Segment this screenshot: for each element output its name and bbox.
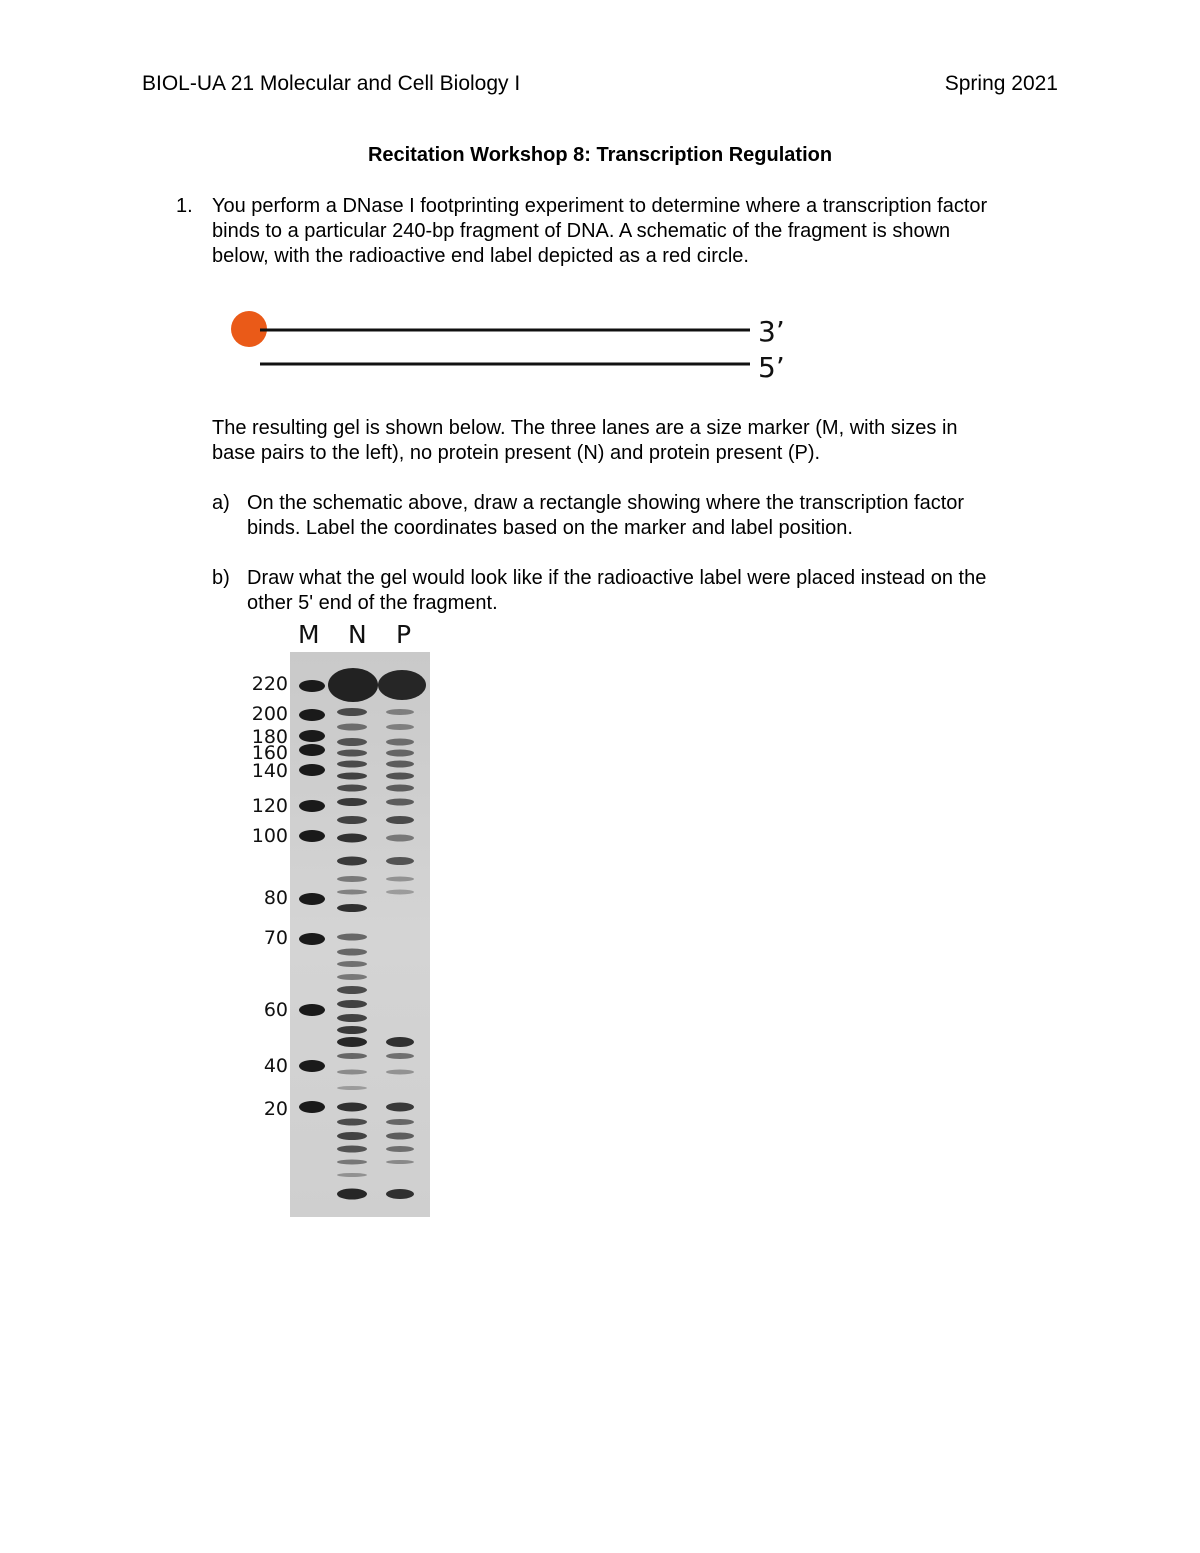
- marker-size-label: 80: [263, 887, 288, 909]
- page-title: Recitation Workshop 8: Transcription Regulation: [367, 144, 833, 166]
- lane-label-protein: P: [396, 620, 412, 649]
- footprinting-gel: [290, 652, 430, 1217]
- lane-n-band: [337, 1070, 367, 1075]
- marker-size-label: 40: [263, 1055, 288, 1077]
- marker-band: [299, 680, 325, 692]
- marker-size-label: 180: [251, 726, 288, 748]
- lane-n-band: [337, 1037, 367, 1047]
- lane-n-band: [337, 1014, 367, 1022]
- part-a-line: On the schematic above, draw a rectangle showing where the transcription factor: [247, 492, 965, 514]
- well-band-n: [328, 668, 378, 702]
- lane-n-band: [337, 1119, 367, 1126]
- lane-n-band: [337, 904, 367, 912]
- lane-p-band: [386, 799, 414, 806]
- lane-n-band: [337, 890, 367, 895]
- lane-n-band: [337, 1173, 367, 1177]
- lane-n-band: [337, 1189, 367, 1200]
- lane-n-band: [337, 738, 367, 746]
- lane-p-band: [386, 785, 414, 792]
- part-a-text: [247, 491, 1077, 541]
- lane-p-band: [386, 857, 414, 865]
- well-band-p: [378, 670, 426, 700]
- marker-band: [299, 800, 325, 812]
- marker-size-label: 220: [251, 673, 288, 695]
- lane-p-band: [386, 750, 414, 757]
- lane-p-band: [386, 1133, 414, 1140]
- course-header: BIOL-UA 21 Molecular and Cell Biology I: [142, 72, 521, 95]
- lane-n-band: [337, 834, 367, 843]
- marker-size-label: 200: [251, 703, 288, 725]
- question-text: [212, 194, 1072, 269]
- lane-p-band: [386, 724, 414, 730]
- lane-n-band: [337, 949, 367, 956]
- lane-n-band: [337, 1026, 367, 1034]
- lane-p-band: [386, 1103, 414, 1112]
- lane-p-band: [386, 1070, 414, 1075]
- lane-p-band: [386, 1160, 414, 1164]
- part-b-line: other 5' end of the fragment.: [247, 592, 498, 614]
- marker-band: [299, 744, 325, 756]
- part-b-text: [247, 566, 1077, 616]
- top-strand-end-label: 3’: [758, 315, 785, 348]
- lane-n-band: [337, 750, 367, 757]
- lane-n-band: [337, 1146, 367, 1153]
- lane-n-band: [337, 708, 367, 716]
- lane-p-band: [386, 1037, 414, 1047]
- marker-size-label: 100: [251, 825, 288, 847]
- lane-n-band: [337, 1000, 367, 1008]
- part-a-label: a): [212, 492, 230, 514]
- lane-p-band: [386, 709, 414, 715]
- marker-size-label: 70: [263, 927, 288, 949]
- lane-n-band: [337, 798, 367, 806]
- lane-n-band: [337, 773, 367, 780]
- lane-n-band: [337, 1103, 367, 1112]
- lane-n-band: [337, 1160, 367, 1165]
- question-line: binds to a particular 240-bp fragment of DNA. A schematic of the fragment is shown: [212, 220, 951, 242]
- lane-n-band: [337, 857, 367, 866]
- lane-n-band: [337, 974, 367, 980]
- question-number: 1.: [176, 195, 193, 217]
- question-line: You perform a DNase I footprinting experiment to determine where a transcription factor: [212, 195, 988, 217]
- lane-n-band: [337, 934, 367, 941]
- marker-band: [299, 830, 325, 842]
- lane-p-band: [386, 773, 414, 780]
- marker-band: [299, 1060, 325, 1072]
- lane-n-band: [337, 816, 367, 824]
- lane-n-band: [337, 986, 367, 994]
- marker-size-label: 120: [251, 795, 288, 817]
- gel-intro-text: [212, 416, 1072, 466]
- lane-n-band: [337, 1086, 367, 1090]
- lane-n-band: [337, 876, 367, 882]
- lane-label-no-protein: N: [348, 620, 367, 649]
- lane-n-band: [337, 1053, 367, 1059]
- lane-p-band: [386, 1119, 414, 1125]
- marker-size-label: 140: [251, 760, 288, 782]
- marker-band: [299, 893, 325, 905]
- lane-p-band: [386, 877, 414, 882]
- marker-band: [299, 764, 325, 776]
- part-a-line: binds. Label the coordinates based on the marker and label position.: [247, 517, 853, 539]
- marker-band: [299, 1004, 325, 1016]
- lane-p-band: [386, 890, 414, 895]
- question-line: below, with the radioactive end label depicted as a red circle.: [212, 245, 749, 267]
- lane-p-band: [386, 816, 414, 824]
- gel-intro-line: base pairs to the left), no protein present (N) and protein present (P).: [212, 442, 821, 464]
- dna-fragment-schematic: [220, 305, 800, 385]
- term-header: Spring 2021: [944, 72, 1058, 95]
- lane-n-band: [337, 785, 367, 792]
- lane-p-band: [386, 1053, 414, 1059]
- marker-band: [299, 709, 325, 721]
- lane-n-band: [337, 724, 367, 731]
- lane-n-band: [337, 961, 367, 967]
- lane-p-band: [386, 1189, 414, 1199]
- lane-p-band: [386, 739, 414, 746]
- lane-p-band: [386, 1146, 414, 1152]
- part-b-line: Draw what the gel would look like if the radioactive label were placed instead on the: [247, 567, 987, 589]
- gel-intro-line: The resulting gel is shown below. The three lanes are a size marker (M, with sizes in: [212, 417, 958, 439]
- lane-label-marker: M: [298, 620, 320, 649]
- lane-p-band: [386, 835, 414, 842]
- part-b-label: b): [212, 567, 230, 589]
- lane-n-band: [337, 1132, 367, 1140]
- marker-band: [299, 1101, 325, 1113]
- lane-p-band: [386, 761, 414, 768]
- marker-size-label: 160: [251, 742, 288, 764]
- marker-band: [299, 933, 325, 945]
- bottom-strand-end-label: 5’: [758, 351, 785, 384]
- lane-n-band: [337, 761, 367, 768]
- marker-size-label: 20: [263, 1098, 288, 1120]
- marker-band: [299, 730, 325, 742]
- marker-size-label: 60: [263, 999, 288, 1021]
